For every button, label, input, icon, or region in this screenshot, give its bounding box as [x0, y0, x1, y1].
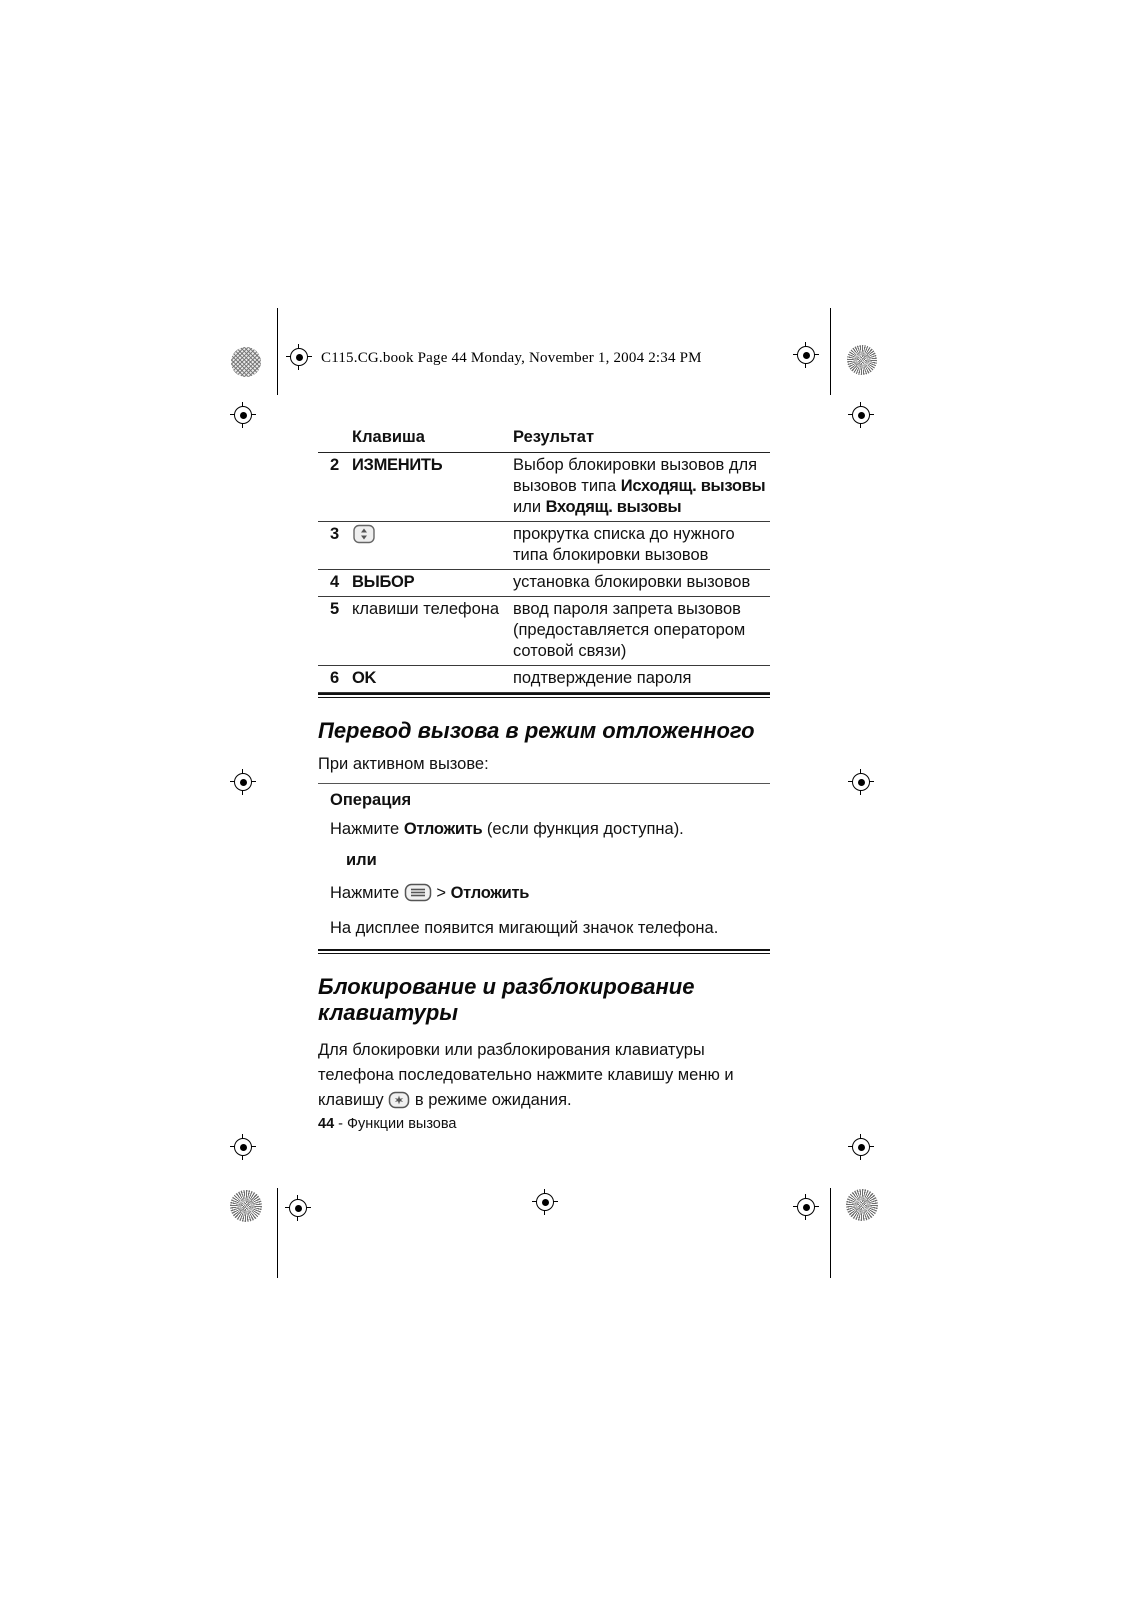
registration-mark: [230, 402, 256, 428]
footer-separator: -: [334, 1116, 348, 1132]
footer-chapter-label: Функции вызова: [347, 1116, 457, 1132]
result-text-part: Выбор блокировки вызовов для вызовов типа: [513, 456, 758, 495]
col-header-result: Результат: [513, 428, 595, 446]
result-text: ввод пароля запрета вызовов (предоставляется оператором сотовой связи): [513, 600, 746, 660]
page-number: 44: [318, 1116, 335, 1132]
softkey-label: ИЗМЕНИТЬ: [352, 456, 443, 474]
crop-line: [830, 308, 831, 395]
softkey-label: OK: [352, 669, 377, 687]
registration-mark: [848, 402, 874, 428]
registration-mark: [532, 1189, 558, 1215]
menu-key-icon: [404, 883, 432, 902]
result-text: прокрутка списка до нужного типа блокировки вызовов: [513, 525, 735, 564]
crop-line: [830, 1188, 831, 1278]
table-row: [318, 570, 770, 597]
body-text-part: в режиме ожидания.: [410, 1091, 572, 1109]
action-text-part: >: [431, 884, 451, 902]
key-label: клавиши телефона: [352, 600, 500, 618]
page-content: [318, 424, 770, 1113]
halftone-dot: [230, 1190, 262, 1222]
table-end-rule: [318, 693, 770, 698]
action-text-part: Нажмите: [330, 820, 404, 838]
softkey-inline-label: Входящ. вызовы: [545, 498, 682, 516]
body-paragraph: [318, 1038, 770, 1113]
registration-mark: [230, 769, 256, 795]
softkey-inline-label: Отложить: [450, 884, 530, 902]
step-number: 3: [330, 525, 340, 543]
table-row: [318, 453, 770, 522]
crop-line: [277, 308, 278, 395]
softkey-inline-label: Отложить: [403, 820, 483, 838]
result-text: [513, 455, 770, 518]
result-text: подтверждение пароля: [513, 669, 692, 687]
result-text: установка блокировки вызовов: [513, 573, 751, 591]
or-label: или: [346, 851, 377, 869]
step-number: 6: [330, 669, 340, 687]
print-header: C115.CG.book Page 44 Monday, November 1, 2004 2:34 PM: [321, 350, 702, 366]
softkey-label: ВЫБОР: [352, 573, 415, 591]
registration-mark: [848, 769, 874, 795]
table-row: [318, 522, 770, 570]
step-number: 4: [330, 573, 340, 591]
action-note: На дисплее появится мигающий значок телефона.: [330, 919, 719, 937]
halftone-dot: [231, 347, 261, 377]
section-title: Блокирование и разблокирование клавиатуры: [318, 974, 695, 1025]
registration-mark: [793, 1194, 819, 1220]
crop-line: [277, 1188, 278, 1278]
registration-mark: [286, 344, 312, 370]
step-number: 5: [330, 600, 340, 618]
section-title: Перевод вызова в режим отложенного: [318, 718, 755, 743]
result-text-part: или: [513, 498, 546, 516]
softkey-inline-label: Исходящ. вызовы: [620, 477, 766, 495]
col-header-key: Клавиша: [352, 428, 425, 446]
halftone-dot: [846, 1189, 878, 1221]
registration-mark: [285, 1195, 311, 1221]
action-text-part: Нажмите: [330, 884, 404, 902]
halftone-dot: [847, 345, 877, 375]
table-row: [318, 666, 770, 693]
star-key-icon: [388, 1091, 410, 1109]
registration-mark: [848, 1134, 874, 1160]
step-number: 2: [330, 456, 340, 474]
table-row: [318, 597, 770, 666]
table-header-row: [318, 424, 770, 453]
page-footer: [318, 1116, 456, 1132]
action-step: [330, 819, 770, 840]
nav-key-icon: [352, 524, 513, 566]
action-text-part: (если функция доступна).: [482, 820, 684, 838]
registration-mark: [793, 342, 819, 368]
section-intro: При активном вызове:: [318, 755, 489, 773]
action-header: Операция: [330, 791, 412, 809]
registration-mark: [230, 1134, 256, 1160]
section-end-rule: [318, 949, 770, 954]
body-text-part: Для блокировки или разблокирования клавиатуры телефона последовательно нажмите клавишу меню и клавишу: [318, 1041, 734, 1109]
action-step: [330, 883, 770, 904]
action-block: [318, 783, 770, 939]
